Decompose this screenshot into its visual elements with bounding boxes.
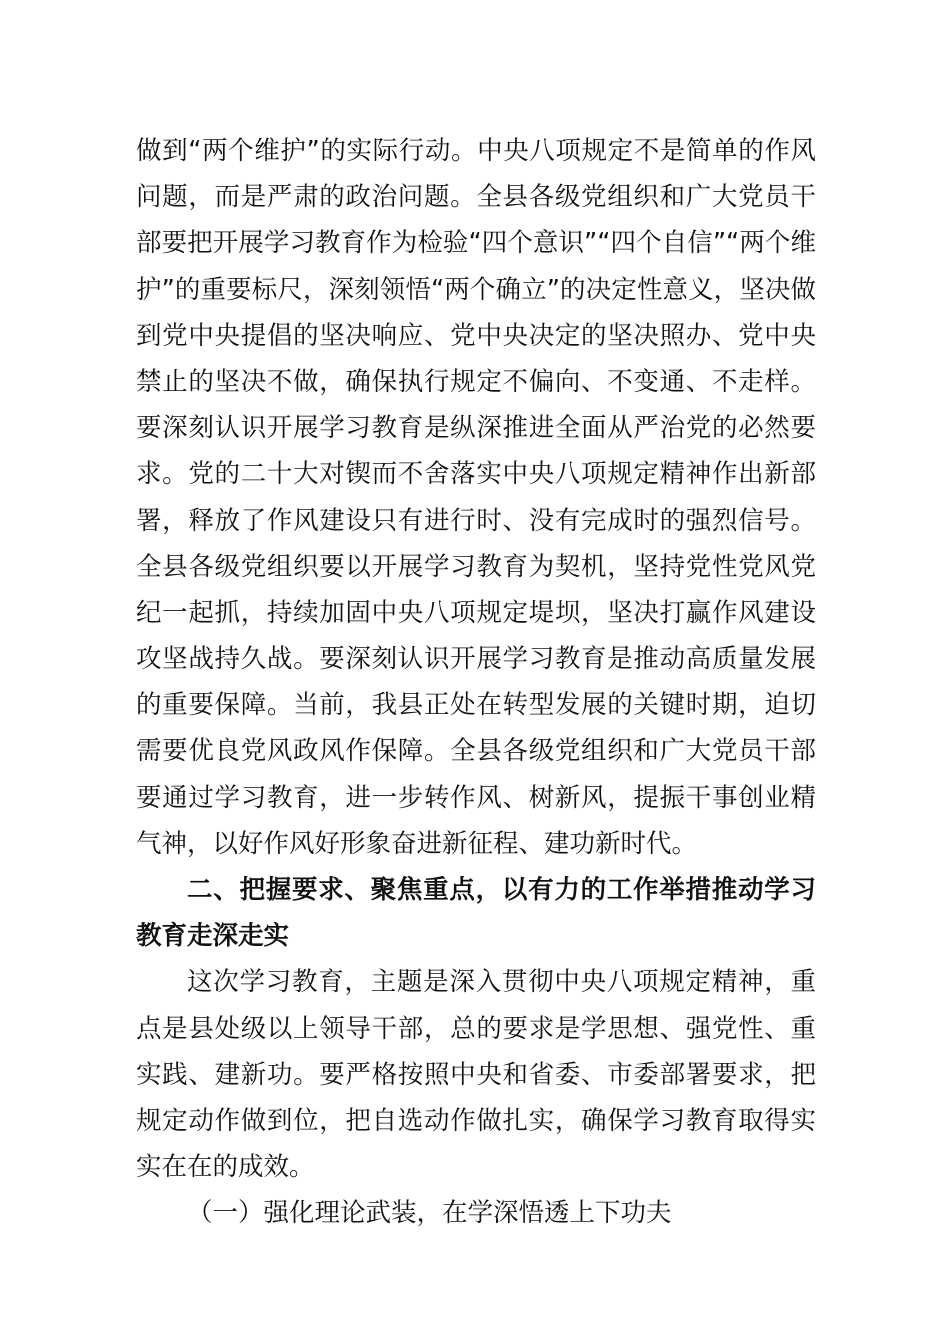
paragraph-line: 求。党的二十大对锲而不舍落实中央八项规定精神作出新部 bbox=[136, 459, 816, 490]
paragraph-line: 要通过学习教育，进一步转作风、树新风，提振干事创业精 bbox=[136, 782, 816, 813]
paragraph-line: 部要把开展学习教育作为检验“四个意识”“四个自信”“两个维 bbox=[136, 228, 816, 259]
paragraph-line: 点是县处级以上领导干部，总的要求是学思想、强党性、重 bbox=[136, 1013, 816, 1044]
section-heading-line: 教育走深走实 bbox=[136, 921, 290, 952]
paragraph-line: 实践、建新功。要严格按照中央和省委、市委部署要求，把 bbox=[136, 1059, 816, 1090]
paragraph-line: 纪一起抓，持续加固中央八项规定堤坝，坚决打赢作风建设 bbox=[136, 597, 816, 628]
paragraph-line: 全县各级党组织要以开展学习教育为契机，坚持党性党风党 bbox=[136, 551, 816, 582]
paragraph-line: 这次学习教育，主题是深入贯彻中央八项规定精神，重 bbox=[187, 967, 816, 998]
paragraph-line: 实在在的成效。 bbox=[136, 1152, 315, 1183]
subsection-heading-line: （一）强化理论武装，在学深悟透上下功夫 bbox=[187, 1198, 672, 1229]
paragraph-line: 攻坚战持久战。要深刻认识开展学习教育是推动高质量发展 bbox=[136, 644, 816, 675]
paragraph-line: 的重要保障。当前，我县正处在转型发展的关键时期，迫切 bbox=[136, 690, 816, 721]
paragraph-line: 规定动作做到位，把自选动作做扎实，确保学习教育取得实 bbox=[136, 1105, 816, 1136]
paragraph-line: 禁止的坚决不做，确保执行规定不偏向、不变通、不走样。 bbox=[136, 366, 816, 397]
paragraph-line: 要深刻认识开展学习教育是纵深推进全面从严治党的必然要 bbox=[136, 413, 816, 444]
section-heading-line: 二、把握要求、聚焦重点，以有力的工作举措推动学习 bbox=[187, 875, 816, 905]
document-page bbox=[136, 128, 816, 1237]
paragraph-line: 署，释放了作风建设只有进行时、没有完成时的强烈信号。 bbox=[136, 505, 816, 536]
paragraph-line: 做到“两个维护”的实际行动。中央八项规定不是简单的作风 bbox=[136, 136, 816, 166]
paragraph-line: 护”的重要标尺，深刻领悟“两个确立”的决定性意义，坚决做 bbox=[136, 274, 816, 305]
paragraph-line: 需要优良党风政风作保障。全县各级党组织和广大党员干部 bbox=[136, 736, 816, 767]
paragraph-line: 问题，而是严肃的政治问题。全县各级党组织和广大党员干 bbox=[136, 182, 816, 213]
paragraph-line: 到党中央提倡的坚决响应、党中央决定的坚决照办、党中央 bbox=[136, 320, 816, 351]
paragraph-line: 气神，以好作风好形象奋进新征程、建功新时代。 bbox=[136, 828, 698, 859]
